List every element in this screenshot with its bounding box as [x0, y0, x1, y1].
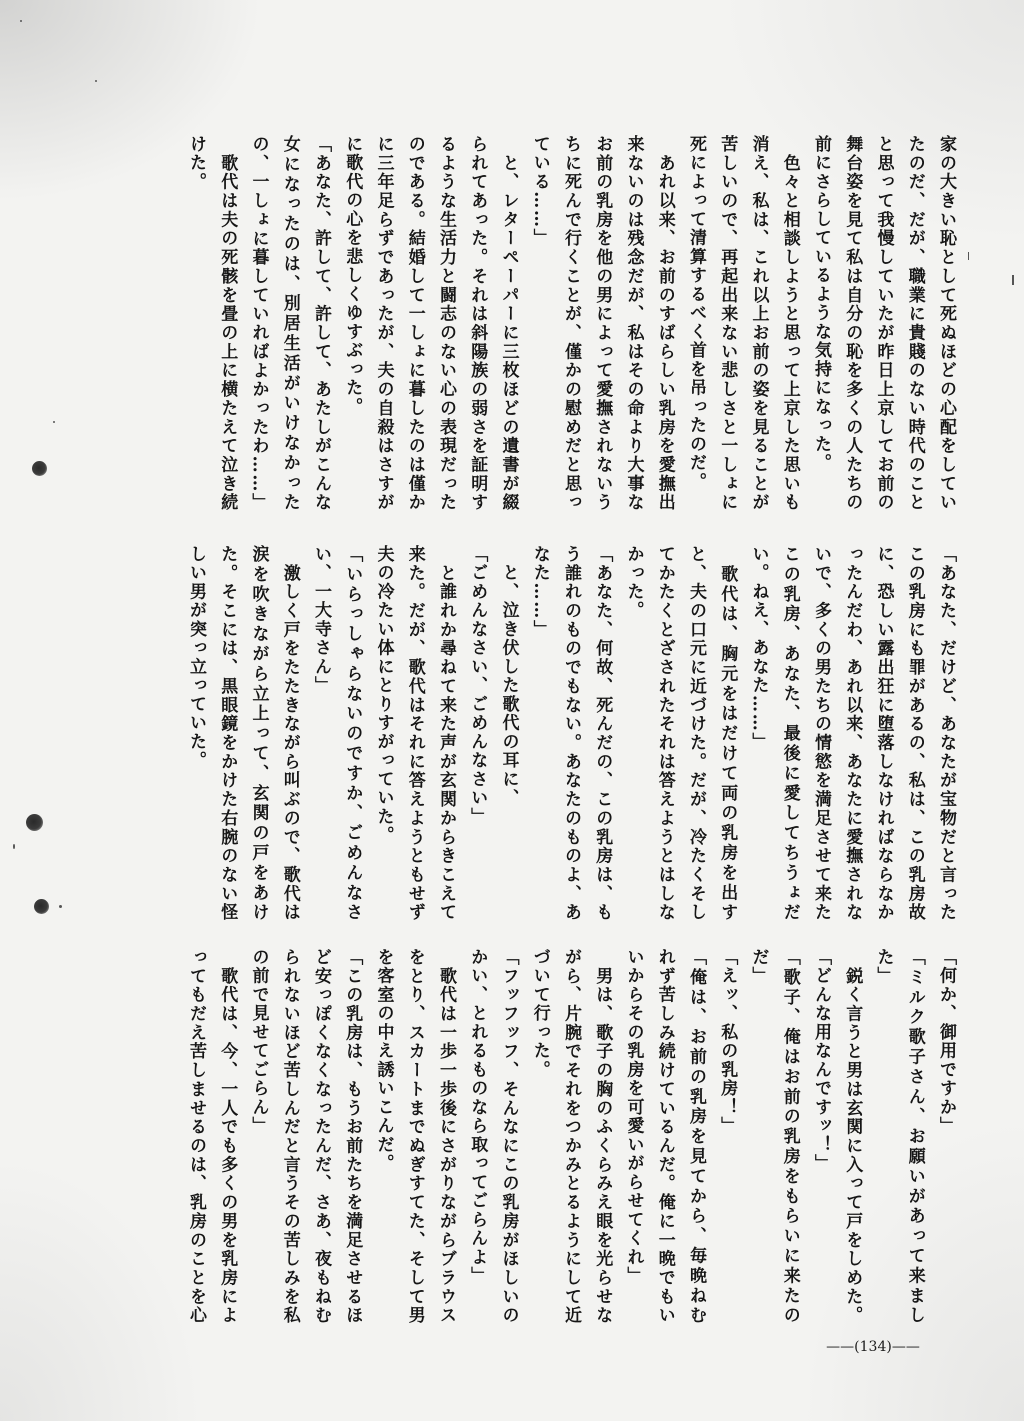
text-column: お前の乳房を他の男によって愛撫されないう [592, 135, 613, 512]
text-column: しい男が突っ立っていた。 [186, 545, 206, 770]
text-column: に歌代の心を悲しくゆすぶった。 [342, 135, 363, 417]
text-column: 「歌子、俺はお前の乳房をもらいに来たの [779, 948, 800, 1325]
text-column: かい、とれるものなら取ってごらんよ」 [467, 948, 488, 1286]
scan-speck [59, 905, 62, 908]
text-column: 色々と相談しようと思って上京した思いも [779, 135, 800, 512]
text-column: と誰れか尋ねて来た声が玄関からきこえて [436, 545, 456, 922]
text-column: に、恐しい露出狂に堕落しなければならなか [873, 545, 894, 922]
text-column: けた。 [186, 135, 206, 192]
text-column: 「俺は、お前の乳房を見てから、毎晩ねむ [686, 948, 706, 1325]
text-column: この乳房にも罪があるの、私は、この乳房故 [904, 545, 925, 922]
text-column: 舞台姿を見て私は自分の恥を多くの人たちの [842, 135, 863, 512]
ink-blot [32, 461, 47, 476]
scan-speck [20, 20, 22, 22]
text-column: ど安っぽくなくなったんだ、さあ、夜もねむ [311, 948, 331, 1325]
text-column: 「何か、御用ですか」 [936, 948, 956, 1136]
text-column: 涙を吹きながら立上って、玄関の戸をあけ [248, 545, 269, 922]
text-column: 歌代は夫の死骸を畳の上に横たえて泣き続 [217, 135, 238, 512]
text-column: 苦しいので、再起出来ない悲しさと一しょに [717, 135, 738, 512]
text-column: 「フッフッフ、そんなにこの乳房がほしいの [498, 948, 519, 1325]
text-column: るような生活力と闘志のない心の表現だった [436, 135, 456, 512]
text-column: 消え、私は、これ以上お前の姿を見ることが [748, 135, 769, 512]
text-column: 男は、歌子の胸のふくらみえ眼を光らせな [592, 948, 613, 1325]
text-tier-bottom [179, 948, 961, 1328]
scan-speck [1012, 275, 1014, 285]
scan-speck [968, 252, 969, 260]
text-column: たのだ、だが、職業に貴賤のない時代のこと [904, 135, 925, 512]
text-column: 「あなた、許して、許して、あたしがこんな [311, 135, 331, 512]
text-column: のである。結婚して一しょに暮したのは僅か [404, 135, 425, 512]
text-column: い、一大寺さん」 [311, 545, 331, 695]
text-column: 来ないのは残念だが、私はその命より大事な [623, 135, 644, 512]
text-column: 家の大きい恥として死ぬほどの心配をしてい [936, 135, 956, 512]
text-column: と、夫の口元に近づけた。だが、冷たくそし [686, 545, 706, 922]
text-column: 女になったのは、別居生活がいけなかった [279, 135, 300, 512]
text-column: られないほど苦しんだと言うその苦しみを私 [279, 948, 300, 1325]
text-column: がら、片腕でそれをつかみとるようにして近 [561, 948, 581, 1325]
text-column: 「あなた、だけど、あなたが宝物だと言った [936, 545, 956, 922]
text-column: 「ミルク歌子さん、お願いがあって来まし [904, 948, 925, 1325]
text-column: 「ごめんなさい、ごめんなさい」 [467, 545, 488, 827]
text-column: 歌代は、今、一人でも多くの男を乳房によ [217, 948, 238, 1325]
text-column: ちに死んで行くことが、僅かの慰めだと思っ [561, 135, 581, 512]
text-column: 「いらっしゃらないのですか、ごめんなさ [342, 545, 363, 922]
scan-speck [53, 421, 55, 423]
text-column: ったんだわ、あれ以来、あなたに愛撫されな [842, 545, 863, 922]
scan-speck [13, 844, 15, 849]
text-column: られてあった。それは斜陽族の弱さを証明す [467, 135, 488, 512]
text-tier-top [179, 135, 961, 515]
text-column: ってもだえ苦しませるのは、乳房のことを心 [186, 948, 206, 1325]
text-column: てかたくとざされたそれは答えようとはしな [654, 545, 675, 922]
text-column: の、一しょに暮していればよかったわ……」 [248, 135, 269, 512]
text-column: に三年足らずであったが、夫の自殺はさすが [373, 135, 394, 512]
text-column: う誰れのものでもない。あなたのものよ、あ [561, 545, 581, 922]
text-column: 歌代は、胸元をはだけて両の乳房を出す [717, 545, 738, 922]
text-column: 死によって清算するべく首を吊ったのだ。 [686, 135, 706, 492]
text-column: だ」 [748, 948, 769, 986]
text-column: 「この乳房は、もうお前たちを満足させるほ [342, 948, 363, 1325]
page-number: ——(134)—— [826, 1339, 920, 1355]
text-column: いからその乳房を可愛いがらせてくれ」 [623, 948, 644, 1286]
text-column: 「どんな用なんですッ！」 [811, 948, 831, 1173]
text-column: いで、多くの男たちの情慾を満足させて来た [811, 545, 831, 922]
text-column: あれ以来、お前のすばらしい乳房を愛撫出 [654, 135, 675, 512]
text-column: なた……」 [529, 545, 550, 639]
text-column: を客室の中え誘いこんだ。 [373, 948, 394, 1173]
text-column: ている……」 [529, 135, 550, 248]
text-column: 来た。だが、歌代はそれに答えようともせず [404, 545, 425, 922]
text-column: づいて行った。 [529, 948, 550, 1080]
text-column: 歌代は一歩一歩後にさがりながらブラウス [436, 948, 456, 1325]
text-column: 前にさらしているような気持になった。 [811, 135, 831, 473]
ink-blot [34, 899, 49, 914]
scan-speck [95, 80, 97, 82]
text-column: 鋭く言うと男は玄関に入って戸をしめた。 [842, 948, 863, 1325]
text-column: かった。 [623, 545, 644, 620]
text-tier-middle [179, 545, 961, 925]
text-column: 激しく戸をたたきながら叫ぶので、歌代は [279, 545, 300, 922]
ink-blot [26, 814, 43, 831]
text-column: と思って我慢していたが昨日上京してお前の [873, 135, 894, 512]
text-column: この乳房、あなた、最後に愛してちうょだ [779, 545, 800, 922]
text-column: れず苦しみ続けているんだ。俺に一晩でもい [654, 948, 675, 1325]
text-column: 「えッ、私の乳房！」 [717, 948, 738, 1136]
text-column: た」 [873, 948, 894, 986]
text-column: 夫の冷たい体にとりすがっていた。 [373, 545, 394, 845]
text-column: をとり、スカートまでぬぎすてた、そして男 [404, 948, 425, 1325]
text-column: い。ねえ、あなた……」 [748, 545, 769, 752]
text-column: た。そこには、黒眼鏡をかけた右腕のない怪 [217, 545, 238, 922]
text-column: と、レターペーパーに三枚ほどの遺書が綴 [498, 135, 519, 512]
text-column: の前で見せてごらん」 [248, 948, 269, 1136]
text-column: 「あなた、何故、死んだの、この乳房は、も [592, 545, 613, 922]
text-column: と、泣き伏した歌代の耳に、 [498, 545, 519, 808]
